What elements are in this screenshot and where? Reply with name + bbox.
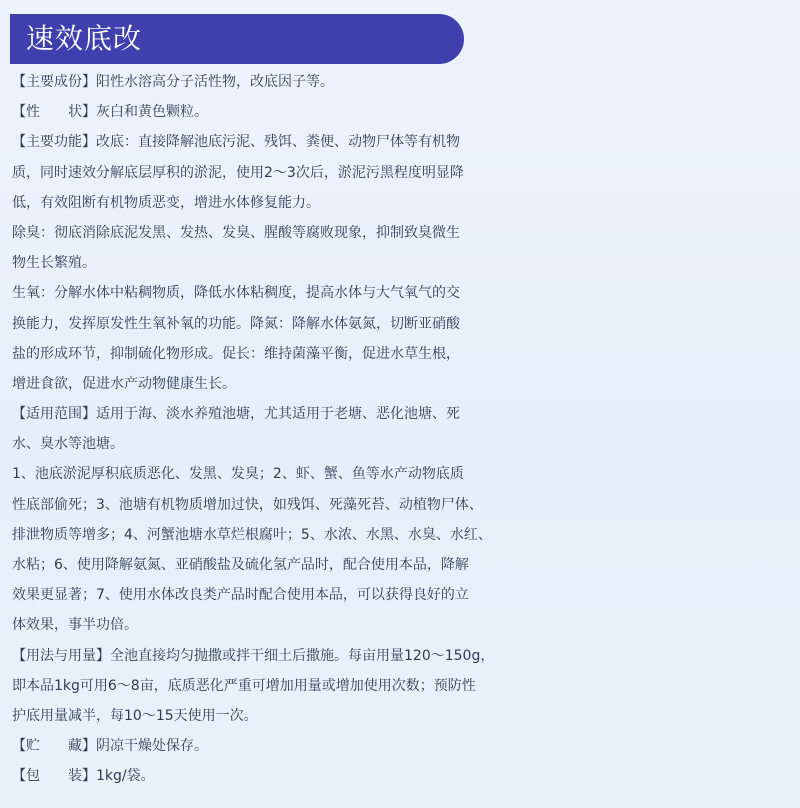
text-line xyxy=(12,309,792,339)
line-text: 适用于海、淡水养殖池塘，尤其适用于老塘、恶化池塘、死 xyxy=(96,406,460,423)
text-line xyxy=(12,218,792,248)
line-text: 1kg/袋。 xyxy=(96,768,155,785)
text-line xyxy=(12,67,792,97)
section-label: 【包 装】 xyxy=(12,768,96,785)
text-line xyxy=(12,701,792,731)
text-line xyxy=(12,580,792,610)
text-line xyxy=(12,339,792,369)
text-line xyxy=(12,731,792,761)
line-text: 低，有效阻断有机物质恶变，增进水体修复能力。 xyxy=(12,194,320,211)
line-text: 灰白和黄色颗粒。 xyxy=(96,104,208,121)
text-line xyxy=(12,641,792,671)
line-text: 全池直接均匀抛撒或拌干细土后撒施。每亩用量120～150g， xyxy=(110,647,495,664)
description-body xyxy=(12,67,792,792)
section-label: 【适用范围】 xyxy=(12,406,96,423)
text-line xyxy=(12,278,792,308)
text-line xyxy=(12,520,792,550)
line-text: 护底用量减半，每10～15天使用一次。 xyxy=(12,707,258,724)
section-label: 【贮 藏】 xyxy=(12,738,96,755)
line-text: 阳性水溶高分子活性物，改底因子等。 xyxy=(96,74,334,90)
line-text: 效果更显著；7、使用水体改良类产品时配合使用本品，可以获得良好的立 xyxy=(12,587,469,604)
text-line xyxy=(12,761,792,791)
line-text: 物生长繁殖。 xyxy=(12,255,96,272)
text-line xyxy=(12,490,792,520)
line-text: 除臭：彻底消除底泥发黑、发热、发臭、腥酸等腐败现象，抑制致臭微生 xyxy=(12,224,460,241)
text-line xyxy=(12,188,792,218)
line-text: 1、池底淤泥厚积底质恶化、发黑、发臭；2、虾、蟹、鱼等水产动物底质 xyxy=(12,466,464,483)
product-title: 速效底改 xyxy=(26,22,143,55)
text-line xyxy=(12,158,792,188)
section-label: 【用法与用量】 xyxy=(12,647,110,664)
title-banner xyxy=(10,14,464,64)
section-label: 【性 状】 xyxy=(12,104,96,121)
line-text: 排泄物质等增多；4、河蟹池塘水草烂根腐叶；5、水浓、水黑、水臭、水红、 xyxy=(12,526,492,543)
line-text: 生氧：分解水体中粘稠物质，降低水体粘稠度，提高水体与大气氧气的交 xyxy=(12,285,460,302)
line-text: 增进食欲，促进水产动物健康生长。 xyxy=(12,375,236,392)
line-text: 即本品1kg可用6～8亩，底质恶化严重可增加用量或增加使用次数；预防性 xyxy=(12,677,476,694)
text-line xyxy=(12,399,792,429)
text-line xyxy=(12,369,792,399)
text-line xyxy=(12,248,792,278)
text-line xyxy=(12,429,792,459)
text-line xyxy=(12,610,792,640)
line-text: 体效果，事半功倍。 xyxy=(12,617,138,634)
line-text: 改底：直接降解池底污泥、残饵、粪便、动物尸体等有机物 xyxy=(96,134,460,151)
line-text: 换能力，发挥原发性生氧补氧的功能。降氮：降解水体氨氮，切断亚硝酸 xyxy=(12,315,460,332)
line-text: 阴凉干燥处保存。 xyxy=(96,738,208,755)
text-line xyxy=(12,127,792,157)
line-text: 质，同时速效分解底层厚积的淤泥，使用2～3次后，淤泥污黑程度明显降 xyxy=(12,164,464,181)
line-text: 水粘；6、使用降解氨氮、亚硝酸盐及硫化氢产品时，配合使用本品，降解 xyxy=(12,557,469,573)
text-line xyxy=(12,459,792,489)
section-label: 【主要成份】 xyxy=(12,74,96,90)
line-text: 盐的形成环节，抑制硫化物形成。促长：维持菌藻平衡，促进水草生根， xyxy=(12,345,460,362)
text-line xyxy=(12,97,792,127)
section-label: 【主要功能】 xyxy=(12,134,96,151)
text-line xyxy=(12,550,792,580)
line-text: 水、臭水等池塘。 xyxy=(12,436,124,453)
text-line xyxy=(12,671,792,701)
line-text: 性底部偷死；3、池塘有机物质增加过快，如残饵、死藻死苔、动植物尸体、 xyxy=(12,496,483,513)
